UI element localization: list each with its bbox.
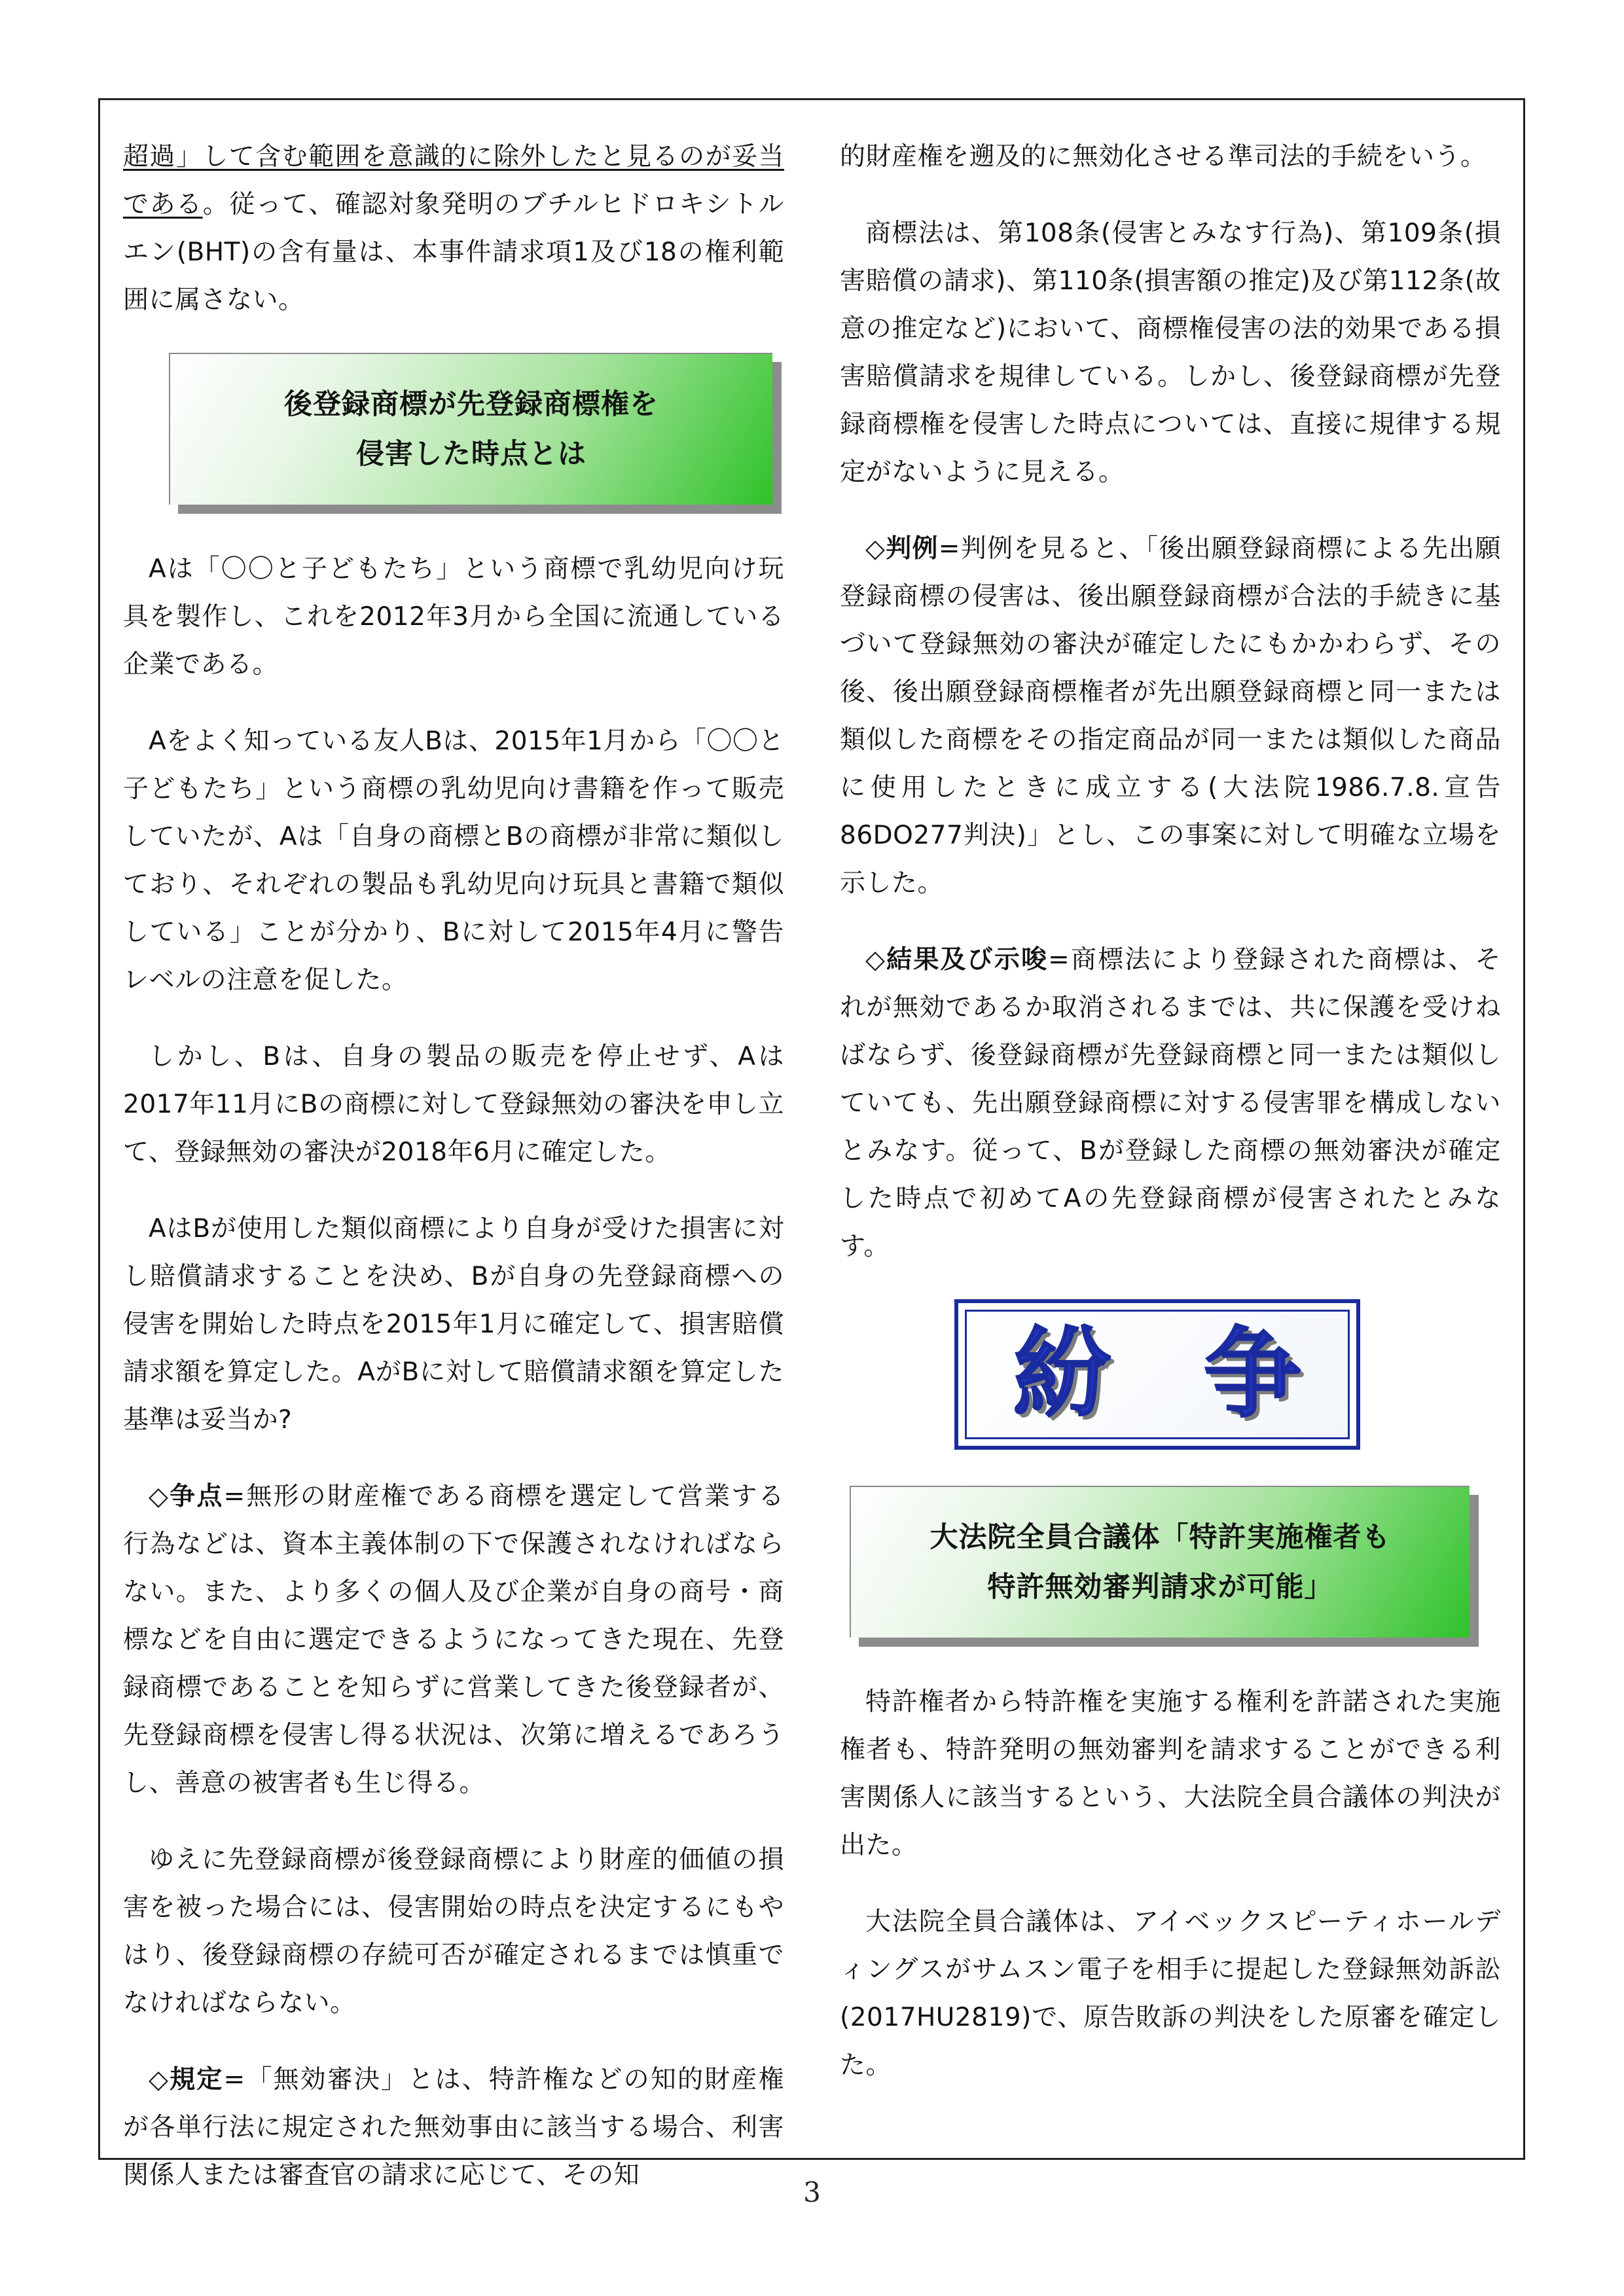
heading-box xyxy=(850,1486,1470,1638)
result-label: ◇結果及び示唆 xyxy=(865,945,1049,975)
paragraph-case-b: Aをよく知っている友人Bは、2015年1月から「〇〇と子どもたち」という商標の乳幼児向け書籍を作って販売していたが、Aは「自身の商標とBの商標が非常に類似しており、それぞれの製品も乳幼児向け玩具と書籍で類似している」ことが分かり、Bに対して2015年4月に警告レベルの注意を促した。 xyxy=(123,726,785,995)
paragraph-invalidation: しかし、Bは、自身の製品の販売を停止せず、Aは2017年11月にBの商標に対して登録無効の審決を申し立て、登録無効の審決が2018年6月に確定した。 xyxy=(123,1042,784,1167)
issue-label: ◇争点 xyxy=(149,1482,224,1511)
paragraph-result xyxy=(840,936,1501,1270)
left-column xyxy=(123,133,784,2228)
page-number: 3 xyxy=(803,2176,821,2208)
section-heading-patent xyxy=(840,1486,1501,1638)
paragraph-text: =無形の財産権である商標を選定して営業する行為などは、資本主義体制の下で保護されなければならない。また、より多くの個人及び企業が自身の商号・商標などを自由に選定できるようになってきた現在、先登録商標であることを知らずに営業してきた後登録者が、先登録商標を侵害し得る状況は、次第に増えるであろうし、善意の被害者も生じ得る。 xyxy=(123,1482,784,1798)
precedent-label: ◇判例 xyxy=(865,534,939,564)
dispute-banner xyxy=(954,1299,1360,1450)
provision-label: ◇規定 xyxy=(149,2065,224,2094)
paragraph-text: 。従って、確認対象発明のブチルヒドロキシトルエン(BHT)の含有量は、本事件請求項1及び18の権利範囲に属さない。 xyxy=(123,190,784,315)
heading-line-1: 大法院全員合議体「特許実施権者も xyxy=(929,1521,1391,1554)
paragraph-ruling: 大法院全員合議体は、アイベックスピーティホールディングスがサムスン電子を相手に提起した登録無効訴訟(2017HU2819)で、原告敗訴の判決をした原審を確定した。 xyxy=(840,1907,1501,2080)
paragraph-issue xyxy=(123,1473,784,1807)
underlined-conclusion: 超過」して含む範囲を意識的に除外したと見るのが妥当である xyxy=(123,142,784,219)
page-frame xyxy=(98,98,1525,2190)
paragraph-precedent xyxy=(840,525,1501,907)
dispute-banner-inner xyxy=(965,1310,1350,1439)
right-column xyxy=(840,133,1501,2118)
paragraph-licensee: 特許権者から特許権を実施する権利を許諾された実施権者も、特許発明の無効審判を請求することができる利害関係人に該当するという、大法院全員合議体の判決が出た。 xyxy=(840,1687,1501,1860)
heading-line-1: 後登録商標が先登録商標権を xyxy=(284,388,659,421)
dispute-char-2: 争 xyxy=(1203,1318,1302,1431)
heading-line-2: 特許無効審判請求が可能」 xyxy=(987,1571,1333,1604)
paragraph-text: =商標法により登録された商標は、それが無効であるか取消されるまでは、共に保護を受けねばならず、後登録商標が先登録商標と同一または類似していても、先出願登録商標に対する侵害罪を構成しないとみなす。従って、Bが登録した商標の無効審決が確定した時点で初めてAの先登録商標が侵害されたとみなす。 xyxy=(840,945,1501,1261)
paragraph-case-a: Aは「〇〇と子どもたち」という商標で乳幼児向け玩具を製作し、これを2012年3月から全国に流通している企業である。 xyxy=(123,554,784,679)
heading-box xyxy=(169,353,772,505)
paragraph-continuation xyxy=(123,133,784,324)
dispute-char-1: 紛 xyxy=(1013,1318,1111,1431)
section-heading-trademark xyxy=(123,353,784,505)
paragraph-question: AはBが使用した類似商標により自身が受けた損害に対し賠償請求することを決め、Bが自身の先登録商標への侵害を開始した時点を2015年1月に確定して、損害賠償請求額を算定した。AがBに対して賠償請求額を算定した基準は妥当か? xyxy=(123,1214,784,1435)
paragraph-continuation: 的財産権を遡及的に無効化させる準司法的手続をいう。 xyxy=(840,142,1487,171)
paragraph-caution: ゆえに先登録商標が後登録商標により財産的価値の損害を被った場合には、侵害開始の時点を決定するにもやはり、後登録商標の存続可否が確定されるまでは慎重でなければならない。 xyxy=(123,1845,784,2018)
paragraph-trademark-law: 商標法は、第108条(侵害とみなす行為)、第109条(損害賠償の請求)、第110条(損害額の推定)及び第112条(故意の推定など)において、商標権侵害の法的効果である損害賠償請求を規律している。しかし、後登録商標が先登録商標権を侵害した時点については、直接に規律する規定がないように見える。 xyxy=(840,219,1501,487)
paragraph-text: =判例を見ると、「後出願登録商標による先出願登録商標の侵害は、後出願登録商標が合法的手続きに基づいて登録無効の審決が確定したにもかかわらず、その後、後出願登録商標権者が先出願登録商標と同一または類似した商標をその指定商品が同一または類似した商品に使用したときに成立する(大法院1986.7.8.宣告86DO277判決)」とし、この事案に対して明確な立場を示した。 xyxy=(840,534,1501,898)
paragraph-text: =「無効審決」とは、特許権などの知的財産権が各単行法に規定された無効事由に該当する場合、利害関係人または審査官の請求に応じて、その知 xyxy=(123,2065,784,2190)
heading-line-2: 侵害した時点とは xyxy=(356,438,586,471)
